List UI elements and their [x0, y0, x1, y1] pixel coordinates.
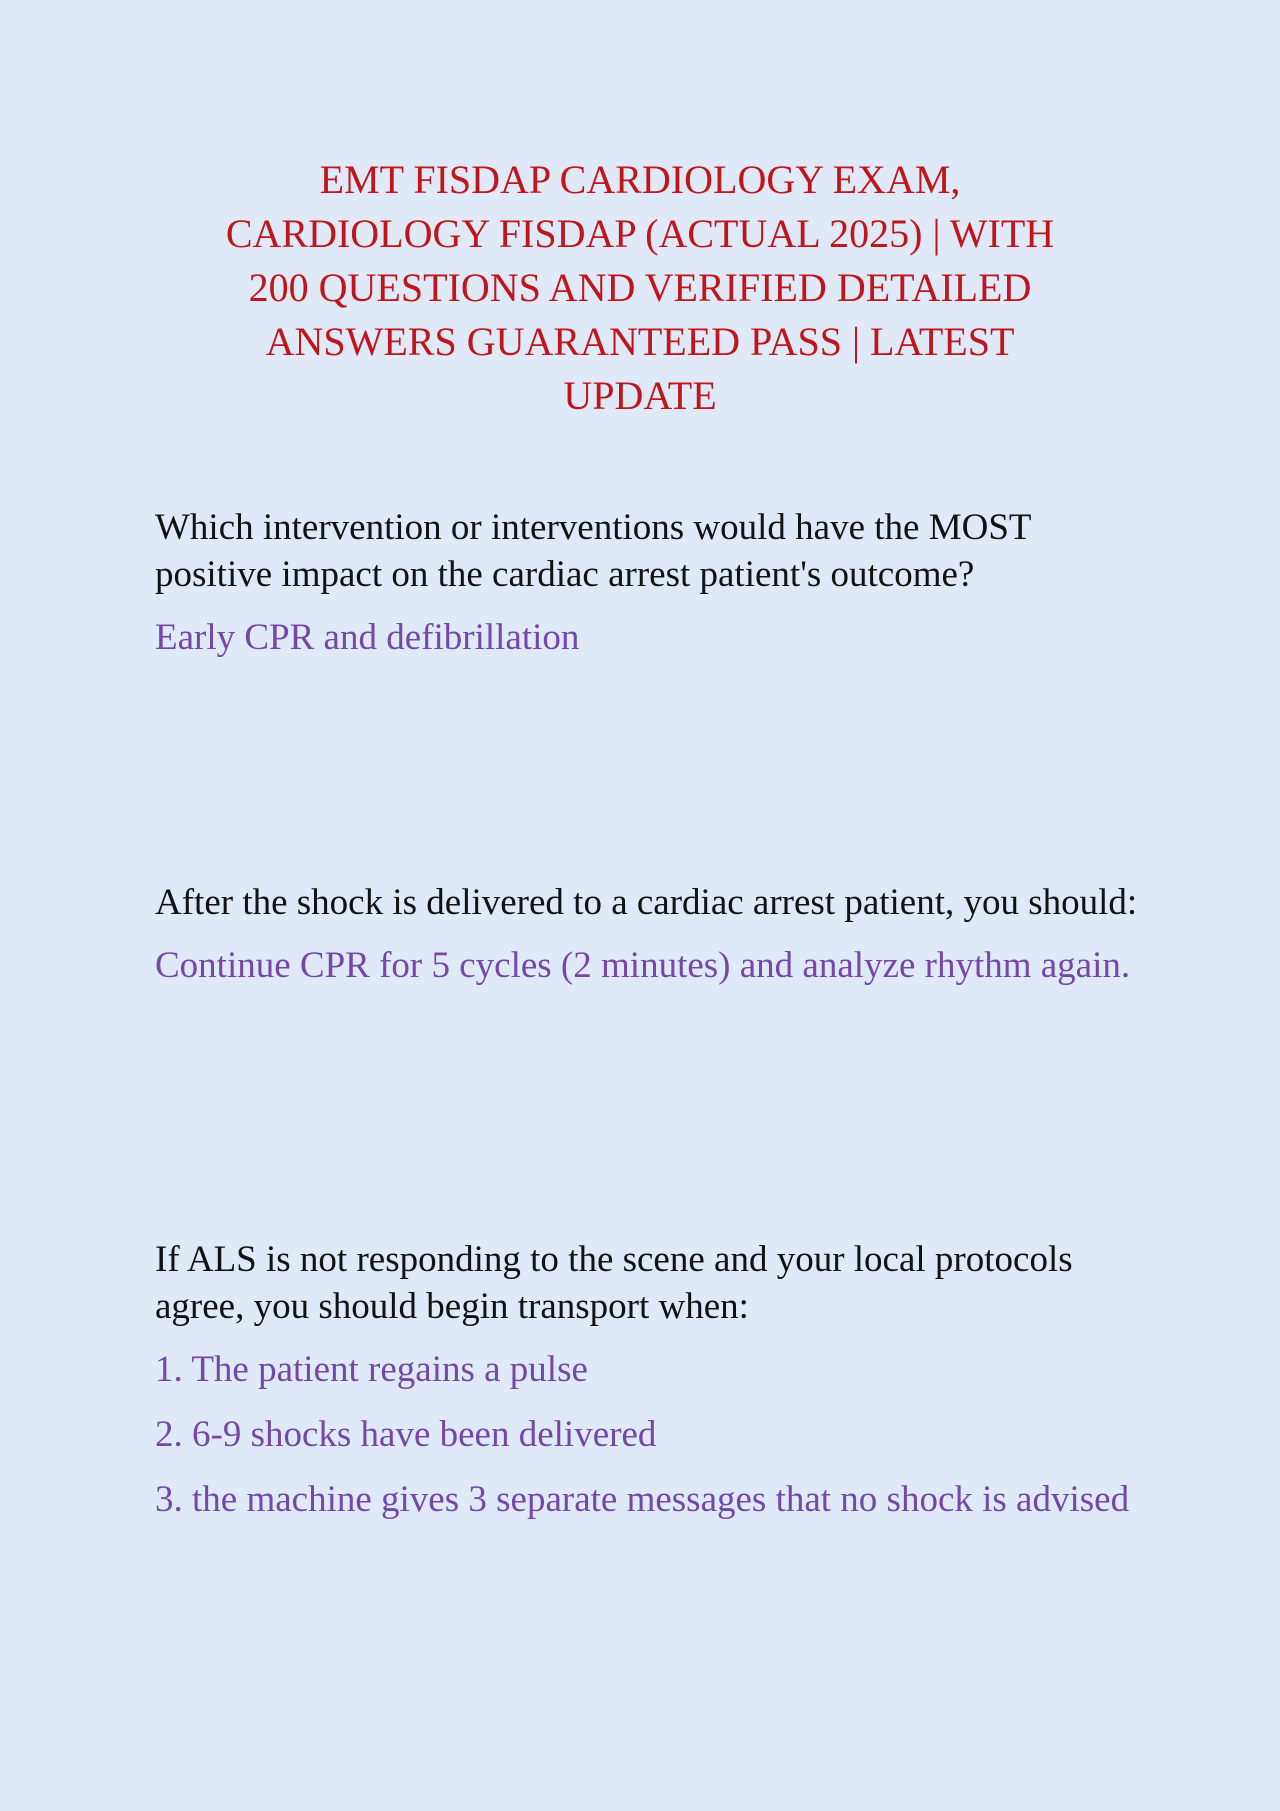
answer-item: 2. 6-9 shocks have been delivered	[155, 1414, 657, 1455]
question-block-1	[155, 504, 1145, 661]
title-line: UPDATE	[563, 373, 717, 418]
title-line: EMT FISDAP CARDIOLOGY EXAM,	[319, 157, 961, 202]
title-line: 200 QUESTIONS AND VERIFIED DETAILED	[248, 265, 1032, 310]
question-block-2	[155, 879, 1145, 989]
answer-item: 1. The patient regains a pulse	[155, 1349, 588, 1390]
question-text: After the shock is delivered to a cardiac arrest patient, you should:	[155, 882, 1138, 923]
answer-text: Early CPR and defibrillation	[155, 617, 580, 658]
document-title	[155, 153, 1125, 423]
question-block-3	[155, 1236, 1145, 1523]
question-text: If ALS is not responding to the scene and your local protocols agree, you should begin transport when:	[155, 1239, 1073, 1327]
question-text: Which intervention or interventions would have the MOST positive impact on the cardiac arrest patient's outcome?	[155, 507, 1031, 595]
answer-text: Continue CPR for 5 cycles (2 minutes) and analyze rhythm again.	[155, 945, 1131, 986]
answer-item: 3. the machine gives 3 separate messages that no shock is advised	[155, 1479, 1130, 1520]
title-line: CARDIOLOGY FISDAP (ACTUAL 2025) | WITH	[225, 211, 1055, 256]
title-line: ANSWERS GUARANTEED PASS | LATEST	[265, 319, 1015, 364]
